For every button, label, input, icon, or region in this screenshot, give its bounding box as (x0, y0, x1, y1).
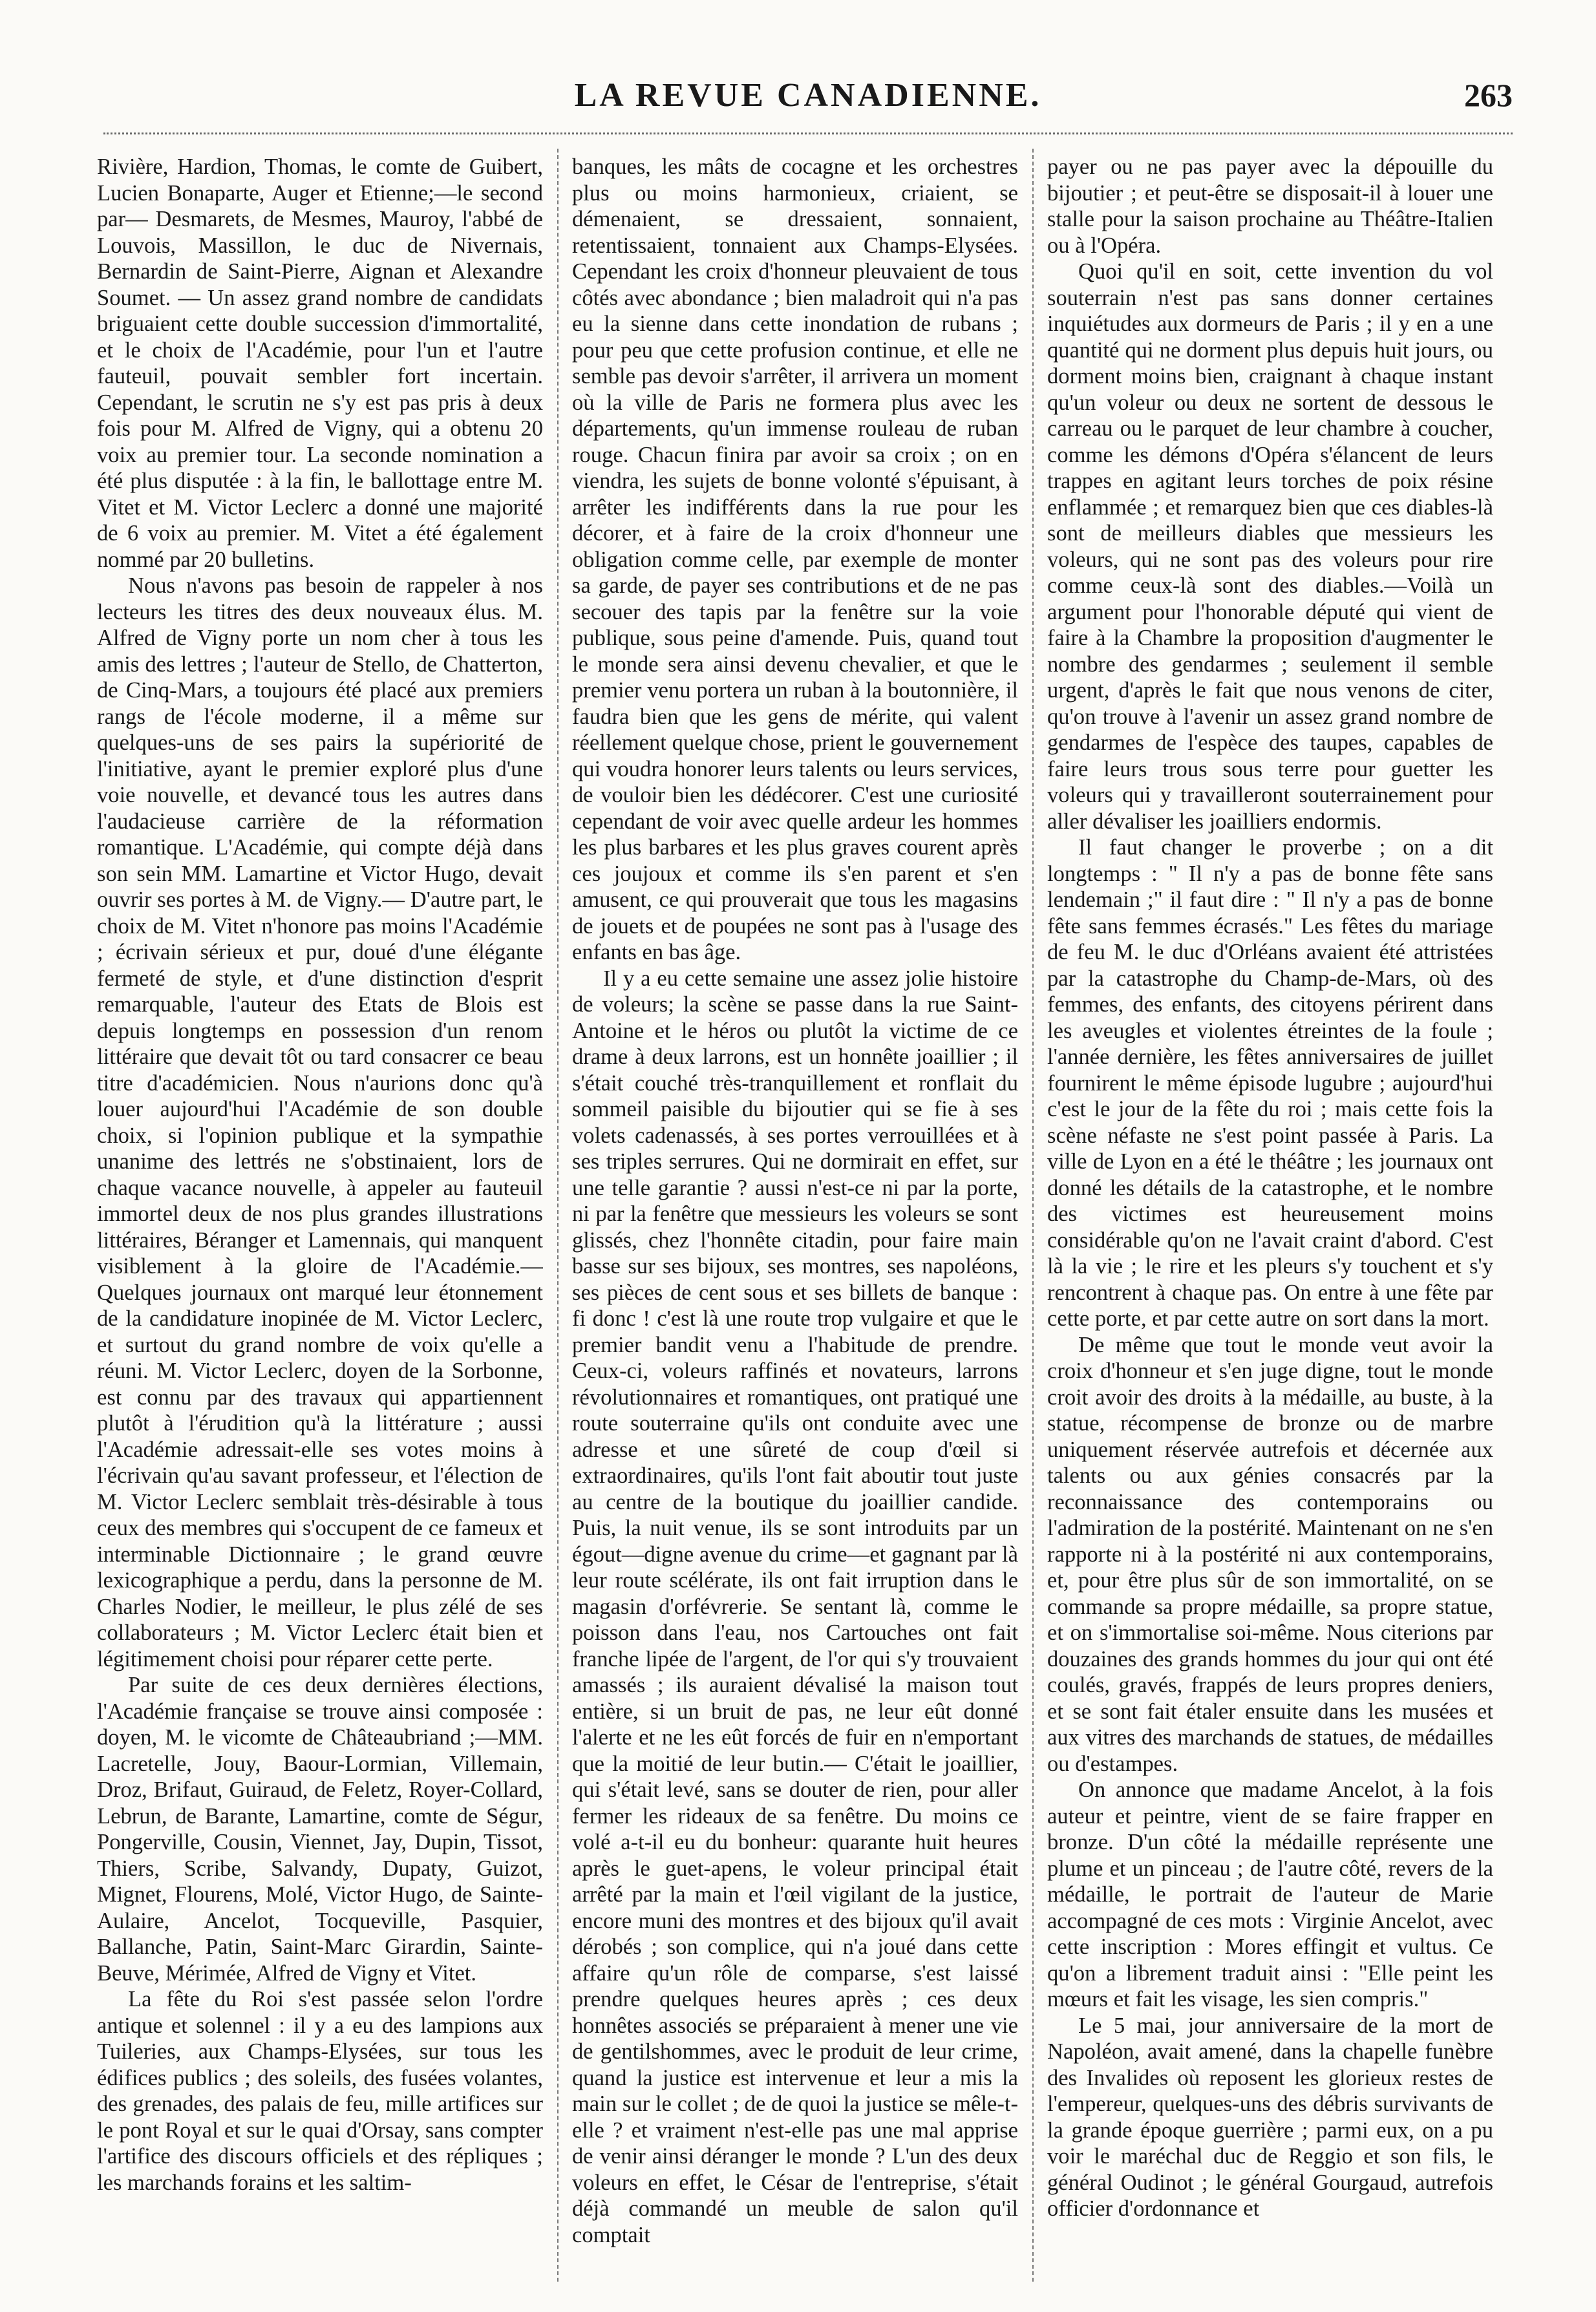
column-2 (572, 154, 1018, 2287)
paragraph: Rivière, Hardion, Thomas, le comte de Guibert, Lucien Bonaparte, Auger et Etienne;—le second par— Desmarets, de Mesmes, Mauroy, l'abbé de Louvois, Massillon, le duc de Nivernais, Bernardin de Saint-Pierre, Aignan et Alexandre Soumet. — Un assez grand nombre de candidats briguaient cette double succession d'immortalité, et le choix de l'Académie, pour l'un et l'autre fauteuil, pouvait sembler fort incertain. Cependant, le scrutin ne s'y est pas pris à deux fois pour M. Alfred de Vigny, qui a obtenu 20 voix au premier tour. La seconde nomination a été plus disputée : à la fin, le ballottage entre M. Vitet et M. Victor Leclerc a donné une majorité de 6 voix au premier. M. Vitet a été également nommé par 20 bulletins. (97, 154, 543, 572)
paragraph: Le 5 mai, jour anniversaire de la mort de Napoléon, avait amené, dans la chapelle funèbre des Invalides où reposent les glorieux restes de l'empereur, quelques-uns des débris survivants de la grande époque guerrière ; parmi eux, on a pu voir le maréchal duc de Reggio et son fils, le général Oudinot ; le général Gourgaud, autrefois officier d'ordonnance et (1047, 2013, 1493, 2221)
header-rule (103, 133, 1513, 134)
column-1 (97, 154, 543, 2287)
paragraph: Il faut changer le proverbe ; on a dit longtemps : " Il n'y a pas de bonne fête sans lendemain ;" il faut dire : " Il n'y a pas de bonne fête sans femmes écrasés." Les fêtes du mariage de feu M. le duc d'Orléans avaient été attristées par la catastrophe du Champ-de-Mars, où des femmes, des enfants, des citoyens périrent dans les aveugles et violentes étreintes de la foule ; l'année dernière, les fêtes anniversaires de juillet fournirent le même épisode lugubre ; aujourd'hui c'est le jour de la fête du roi ; mais cette fois la scène néfaste ne s'est point passée à Paris. La ville de Lyon en a été le théâtre ; les journaux ont donné les détails de la catastrophe, et le nombre des victimes est heureusement moins considérable qu'on ne l'avait craint d'abord. C'est là la vie ; le rire et les pleurs s'y touchent et s'y rencontrent à chaque pas. On entre à une fête par cette porte, et par cette autre on sort dans la mort. (1047, 835, 1493, 1331)
paragraph: Il y a eu cette semaine une assez jolie histoire de voleurs; la scène se passe dans la rue Saint-Antoine et le héros ou plutôt la victime de ce drame à deux larrons, est un honnête joaillier ; il s'était couché très-tranquillement et ronflait du sommeil paisible du bijoutier qui se fie à ses volets cadenassés, à ses portes verrouillées et à ses triples serrures. Qui ne dormirait en effet, sur une telle garantie ? aussi n'est-ce ni par la porte, ni par la fenêtre que messieurs les voleurs se sont glissés, chez l'honnête citadin, pour faire main basse sur ses bijoux, ses montres, ses napoléons, ses pièces de cent sous et ses billets de banque : fi donc ! c'est là une route trop vulgaire et que le premier bandit venu a l'habitude de prendre. Ceux-ci, voleurs raffinés et novateurs, larrons révolutionnaires et romantiques, ont pratiqué une route souterraine qu'ils ont conduite avec une adresse et une sûreté de coup d'œil si extraordinaires, qu'ils l'ont fait aboutir tout juste au centre de la boutique du joaillier candide. Puis, la nuit venue, ils se sont introduits par un égout—digne avenue du crime—et gagnant par là leur route scélérate, ils ont fait irruption dans le magasin d'orfévrerie. Se sentant là, comme le poisson dans l'eau, nos Cartouches ont fait franche lipée de l'argent, de l'or qui s'y trouvaient amassés ; ils auraient dévalisé la maison tout entière, si un bruit de pas, ne leur eût donné l'alerte et ne les eût forcés de fuir en n'emportant que la moitié de leur butin.— C'était le joaillier, qui s'était levé, sans se douter de rien, pour aller fermer les rideaux de sa fenêtre. Du moins ce volé a-t-il eu du bonheur: quarante huit heures après le guet-apens, le voleur principal était arrêté par la main et l'œil vigilant de la justice, encore muni des montres et des bijoux qu'il avait dérobés ; son complice, qui n'a joué dans cette affaire qu'un rôle de comparse, s'est laissé prendre quelques heures après ; ces deux honnêtes associés se préparaient à mener une vie de gentilshommes, avec le produit de leur crime, quand la justice est intervenue et leur a mis la main sur le collet ; de de quoi la justice se mêle-t-elle ? et vraiment n'est-elle pas une mal apprise de venir ainsi déranger le monde ? L'un des deux voleurs en effet, le César de l'entreprise, s'était déjà commandé un meuble de salon qu'il comptait (572, 966, 1018, 2247)
paragraph: Par suite de ces deux dernières élections, l'Académie française se trouve ainsi composée : doyen, M. le vicomte de Châteaubriand ;—MM. Lacretelle, Jouy, Baour-Lormian, Villemain, Droz, Brifaut, Guiraud, de Feletz, Royer-Collard, Lebrun, de Barante, Lamartine, comte de Ségur, Pongerville, Cousin, Viennet, Jay, Dupin, Tissot, Thiers, Scribe, Salvandy, Dupaty, Guizot, Mignet, Flourens, Molé, Victor Hugo, de Sainte-Aulaire, Ancelot, Tocqueville, Pasquier, Ballanche, Patin, Saint-Marc Girardin, Sainte-Beuve, Mérimée, Alfred de Vigny et Vitet. (97, 1673, 543, 1986)
column-divider (1032, 149, 1034, 2282)
column-3 (1047, 154, 1493, 2287)
paragraph: Quoi qu'il en soit, cette invention du vol souterrain n'est pas sans donner certaines inquiétudes aux dormeurs de Paris ; il y en a une quantité qui ne dorment plus depuis huit jours, ou dorment moins bien, craignant à chaque instant qu'un voleur ou deux ne sortent de dessous le carreau ou le parquet de leur chambre à coucher, comme les démons d'Opéra s'élancent de leurs trappes en agitant leurs torches de poix résine enflammée ; et remarquez bien que ces diables-là sont de meilleurs diables que messieurs les voleurs, qui ne sont pas des voleurs pour rire comme ceux-là sont des diables.—Voilà un argument pour l'honorable député qui vient de faire à la Chambre la proposition d'augmenter le nombre des gendarmes ; seulement il semble urgent, d'après le fait que nous venons de citer, qu'on trouve à l'avenir un assez grand nombre de gendarmes de l'espèce des taupes, capables de faire leurs trous sous terre pour guetter les voleurs qui y travailleront souterrainement pour aller dévaliser les joailliers endormis. (1047, 259, 1493, 834)
journal-title: LA REVUE CANADIENNE. (574, 77, 1042, 114)
column-divider (557, 149, 559, 2282)
paragraph: payer ou ne pas payer avec la dépouille du bijoutier ; et peut-être se disposait-il à louer une stalle pour la saison prochaine au Théâtre-Italien ou à l'Opéra. (1047, 154, 1493, 258)
paragraph: De même que tout le monde veut avoir la croix d'honneur et s'en juge digne, tout le monde croit avoir des droits à la médaille, au buste, à la statue, récompense de bronze ou de marbre uniquement réservée autrefois et décernée aux talents ou aux génies consacrés par la reconnaissance des contemporains ou l'admiration de la postérité. Maintenant on ne s'en rapporte ni à la postérité ni aux contemporains, et, pour être plus sûr de son immortalité, on se commande sa propre médaille, sa propre statue, et on s'immortalise soi-même. Nous citerions par douzaines des grands hommes du jour qui ont été coulés, gravés, frappés de leurs propres deniers, et se sont fait étaler ensuite dans les musées et aux vitres des marchands de statues, de médailles ou d'estampes. (1047, 1332, 1493, 1776)
page-header (103, 76, 1513, 128)
page-number: 263 (1464, 77, 1513, 113)
paragraph: On annonce que madame Ancelot, à la fois auteur et peintre, vient de se faire frapper en bronze. D'un côté la médaille représente une plume et un pinceau ; de l'autre côté, revers de la médaille, le portrait de l'auteur de Marie accompagné de ces mots : Virginie Ancelot, avec cette inscription : Mores effingit et vultus. Ce qu'on a librement traduit ainsi : "Elle peint les mœurs et fait les visage, les sien compris." (1047, 1777, 1493, 2011)
paragraph: Nous n'avons pas besoin de rappeler à nos lecteurs les titres des deux nouveaux élus. M. Alfred de Vigny porte un nom cher à tous les amis des lettres ; l'auteur de Stello, de Chatterton, de Cinq-Mars, a toujours été placé aux premiers rangs de l'école moderne, il a même sur quelques-uns de ses pairs la supériorité de l'initiative, ayant le premier exploré plus d'une voie nouvelle, et devancé tous les autres dans l'audacieuse carrière de la réformation romantique. L'Académie, qui compte déjà dans son sein MM. Lamartine et Victor Hugo, devait ouvrir ses portes à M. de Vigny.— D'autre part, le choix de M. Vitet n'honore pas moins l'Académie ; écrivain sérieux et pur, doué d'une élégante fermeté de style, et d'une distinction d'esprit remarquable, l'auteur des Etats de Blois est depuis longtemps en possession d'un renom littéraire que devait tôt ou tard consacrer ce beau titre d'académicien. Nous n'aurions donc qu'à louer aujourd'hui l'Académie de son double choix, si l'opinion publique et la sympathie unanime des lettrés ne s'obstinaient, lors de chaque vacance nouvelle, à appeler au fauteuil immortel deux de nos plus grandes illustrations littéraires, Béranger et Lamennais, qui manquent visiblement à la gloire de l'Académie.— Quelques journaux ont marqué leur étonnement de la candidature inopinée de M. Victor Leclerc, et surtout du grand nombre de voix qu'elle a réuni. M. Victor Leclerc, doyen de la Sorbonne, est connu par des travaux qui appartiennent plutôt à l'érudition qu'à la littérature ; aussi l'Académie adressait-elle ses votes moins à l'écrivain qu'au savant professeur, et l'élection de M. Victor Leclerc semblait très-désirable à tous ceux des membres qui s'occupent de ce fameux et interminable Dictionnaire ; le grand œuvre lexicographique a perdu, dans la personne de M. Charles Nodier, le meilleur, le plus zélé de ses collaborateurs ; M. Victor Leclerc était bien et légitimement choisi pour réparer cette perte. (97, 573, 543, 1671)
paragraph: La fête du Roi s'est passée selon l'ordre antique et solennel : il y a eu des lampions aux Tuileries, aux Champs-Elysées, sur tous les édifices publics ; des soleils, des fusées volantes, des grenades, des palais de feu, mille artifices sur le pont Royal et sur le quai d'Orsay, sans compter l'artifice des discours officiels et des répliques ; les marchands forains et les saltim- (97, 1987, 543, 2195)
paragraph: banques, les mâts de cocagne et les orchestres plus ou moins harmonieux, criaient, se démenaient, se dressaient, sonnaient, retentissaient, tonnaient aux Champs-Elysées. Cependant les croix d'honneur pleuvaient de tous côtés avec abondance ; bien maladroit qui n'a pas eu la sienne dans cette inondation de rubans ; pour peu que cette profusion continue, et elle ne semble pas devoir s'arrêter, il arrivera un moment où la ville de Paris ne formera plus avec les départements, qu'un immense rouleau de ruban rouge. Chacun finira par avoir sa croix ; on en viendra, les sujets de bonne volonté s'épuisant, à arrêter les indifférents dans la rue pour les décorer, et à faire de la croix d'honneur une obligation comme celle, par exemple de monter sa garde, de payer ses contributions et de ne pas secouer des tapis par la fenêtre sur la voie publique, sous peine d'amende. Puis, quand tout le monde sera ainsi devenu chevalier, et que le premier venu portera un ruban à la boutonnière, il faudra bien que les gens de mérite, qui valent réellement quelque chose, prient le gouvernement qui voudra honorer leurs talents ou leurs services, de vouloir bien les dédécorer. C'est une curiosité cependant de voir avec quelle ardeur les hommes les plus barbares et les plus graves courent après ces joujoux et comme ils s'en parent et s'en amusent, ce qui prouverait que tous les magasins de jouets et de poupées ne sont pas à l'usage des enfants en bas âge. (572, 154, 1018, 964)
